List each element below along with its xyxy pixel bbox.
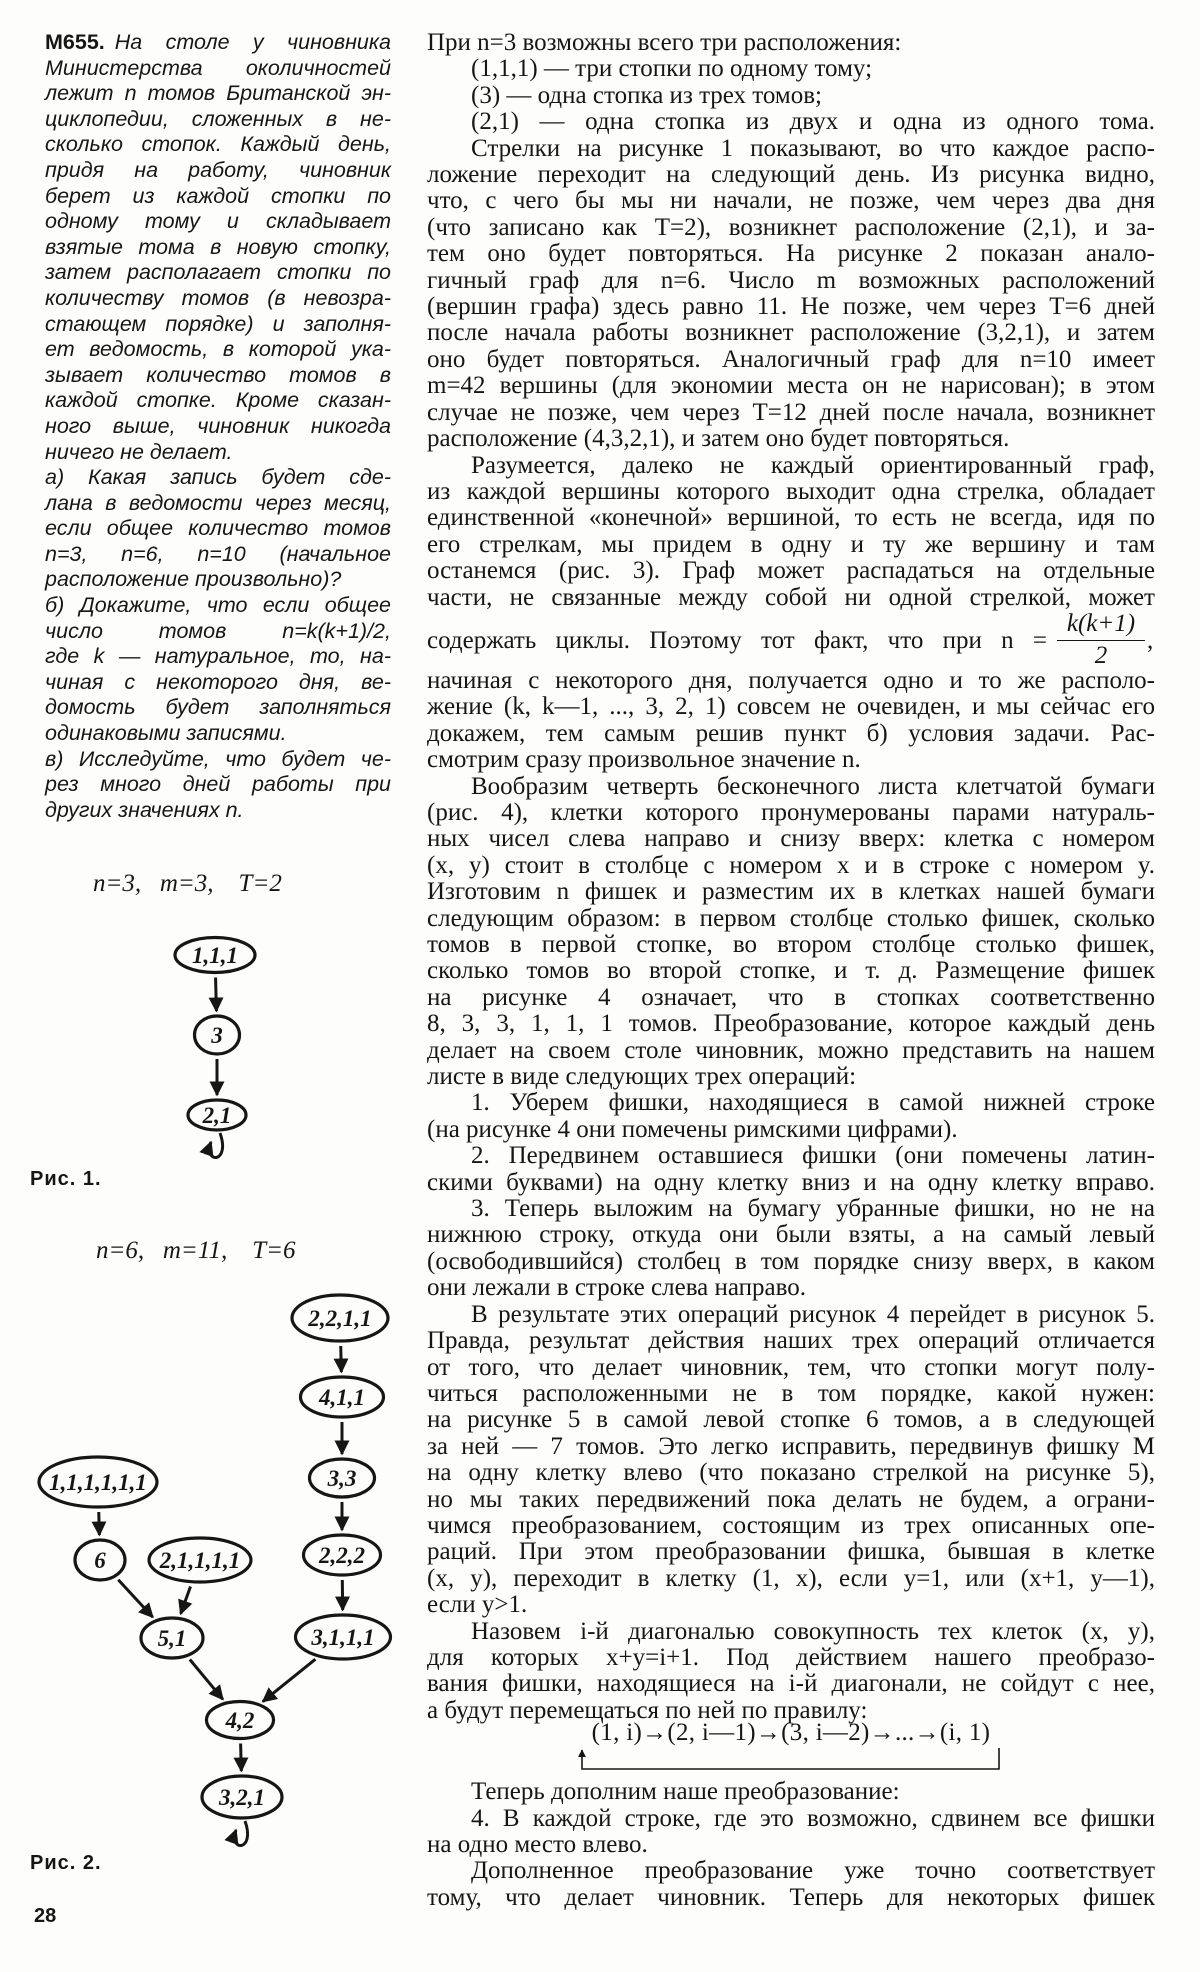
self-loop-arrow <box>235 1821 248 1846</box>
graph-node <box>207 1702 274 1739</box>
graph-node <box>304 1535 381 1575</box>
text-line: других значениях n. <box>45 797 244 822</box>
text-line: б) Докажите, что если общее <box>45 593 391 618</box>
text-line: где k — натуральное, то, на- <box>45 644 391 669</box>
text-line: листе в виде следующих трех операций: <box>427 1063 857 1091</box>
graph-node <box>301 1377 384 1417</box>
text-line: ничего не делает. <box>45 439 233 464</box>
graph-node <box>149 1538 251 1582</box>
text-line: В результате этих операций рисунок 4 перейдет в рисунок 5. <box>471 1300 1155 1328</box>
cycle-return-arrow <box>427 1724 1155 1779</box>
text-line: а будут перемещаться по ней по правилу: <box>427 1696 868 1724</box>
graph-node <box>296 1615 391 1659</box>
figure-1-parameters: n=3, m=3, T=2 <box>93 870 282 897</box>
text-line: жение (k, k—1, ..., 3, 2, 1) совсем не очевиден, и мы сейчас его <box>427 693 1155 721</box>
fraction-bar <box>1057 640 1145 641</box>
text-line: если y>1. <box>427 1591 528 1619</box>
formula-punctuation: , <box>1147 626 1154 654</box>
problem-number: M655. <box>45 30 105 54</box>
graph-edge-arrow <box>190 1659 223 1699</box>
text-line: но мы таких передвижений пока делать не будем, а ограни- <box>427 1485 1155 1513</box>
text-line: чиная с некоторого дня, ве- <box>45 669 391 694</box>
node-label: 4,2 <box>225 1708 255 1733</box>
graph-edge-arrow <box>216 977 217 1011</box>
graph-edge-arrow <box>99 1512 100 1535</box>
text-line: нижнюю строку, откуда они были взяты, а на самый левый <box>427 1221 1155 1249</box>
text-line: сколько стопок. Каждый день, <box>45 132 391 157</box>
text-line: 1. Уберем фишки, находящиеся в самой нижней строке <box>471 1089 1155 1117</box>
text-line: что, с чего бы мы ни начали, не позже, чем через два дня <box>427 187 1155 215</box>
text-line: берет из каждой стопки по <box>45 183 391 208</box>
text-line: раций. При этом преобразовании фишка, бывшая в клетке <box>427 1538 1155 1566</box>
text-line: оно будет повторяться. Аналогичный граф для n=10 имеет <box>427 345 1155 373</box>
text-line: читься расположенными не в том порядке, какой нужен: <box>427 1379 1155 1407</box>
text-line: делает на своем столе чиновник, можно представить на нашем <box>427 1036 1155 1064</box>
text-line: они лежали в строке слева направо. <box>427 1274 807 1302</box>
text-line-content: На столе у чиновника <box>114 30 391 54</box>
text-line: (2,1) — одна стопка из двух и одна из одного тома. <box>471 108 1155 136</box>
node-label: 1,1,1,1,1,1 <box>49 1470 147 1495</box>
text-line: лежит n томов Британской эн- <box>45 81 391 106</box>
text-line: смотрим сразу произвольное значение n. <box>427 746 861 774</box>
text-line: ложение переходит на следующий день. Из рисунка видно, <box>427 161 1155 189</box>
text-line: взятые тома в новую стопку, <box>45 234 391 259</box>
node-label: 3 <box>211 1023 223 1048</box>
text-line: гичный граф для n=6. Число m возможных расположений <box>427 266 1155 294</box>
text-line: останемся (рис. 3). Граф может распадаться на отдельные <box>427 557 1155 585</box>
graph-node <box>202 1776 282 1818</box>
text-line: случае не позже, чем через T=12 дней после начала, возникнет <box>427 398 1155 426</box>
text-line: сколько томов во второй стопке, и т. д. Размещение фишек <box>427 957 1155 985</box>
text-line: тем оно будет повторяться. На рисунке 2 показан анало- <box>427 240 1155 268</box>
text-line: тому, что делает чиновник. Теперь для некоторых фишек <box>427 1883 1155 1911</box>
text-line: циклопедии, сложенных в не- <box>45 106 391 131</box>
text-line: домость будет заполняться <box>45 695 391 720</box>
node-label: 2,2,1,1 <box>308 1306 372 1331</box>
formula-line <box>427 611 1155 668</box>
graph-node <box>188 1100 246 1130</box>
figure-1-caption: Рис. 1. <box>30 1168 102 1190</box>
fraction-numerator: k(k+1) <box>1066 609 1136 637</box>
text-line: начиная с некоторого дня, получается одно и то же располо- <box>427 666 1155 694</box>
text-line: (вершин графа) здесь равно 11. Не позже, чем через T=6 дней <box>427 293 1155 321</box>
text-line: Стрелки на рисунке 1 показывают, во что каждое распо- <box>471 134 1155 162</box>
text-line: вания фишки, находящиеся на i-й диагонали, не сойдут с нее, <box>427 1670 1155 1698</box>
text-line: для которых x+y=i+1. Под действием нашего преобразо- <box>427 1643 1155 1671</box>
transition-graphs <box>0 0 420 1972</box>
text-line: m=42 вершины (для экономии места он не нарисован); в этом <box>427 372 1155 400</box>
text-line: n=3, n=6, n=10 (начальное <box>45 541 391 566</box>
node-label: 2,1,1,1,1 <box>159 1548 241 1573</box>
text-line: (3) — одна стопка из трех томов; <box>471 81 823 109</box>
text-line: на рисунке 4 означает, что в стопках соответственно <box>427 983 1155 1011</box>
text-line: после начала работы возникнет расположение (3,2,1), и затем <box>427 319 1155 347</box>
text-line: Назовем i-й диагональю совокупность тех клеток (x, y), <box>471 1617 1155 1645</box>
text-line: докажем, тем самым решив пункт б) условия задачи. Рас- <box>427 719 1155 747</box>
text-line: одинаковыми записями. <box>45 721 287 746</box>
fraction-denominator: 2 <box>1094 642 1108 670</box>
text-line: на одну клетку влево (что показано стрелкой на рисунке 5), <box>427 1459 1155 1487</box>
cycle-formula-text: (1, i)→(2, i—1)→(3, i—2)→...→(i, 1) <box>591 1719 991 1747</box>
text-line: Изготовим n фишек и разместим их в клетках нашей бумаги <box>427 878 1155 906</box>
text-line: 3. Теперь выложим на бумагу убранные фишки, но не на <box>471 1195 1155 1223</box>
node-label: 5,1 <box>157 1626 187 1651</box>
graph-node <box>195 1016 240 1054</box>
text-line: части, не связанные между собой ни одной стрелкой, может <box>427 583 1155 611</box>
graph-edge-arrow <box>341 1346 342 1372</box>
text-line: Вообразим четверть бесконечного листа клетчатой бумаги <box>471 772 1155 800</box>
text-line: 8, 3, 3, 1, 1, 1 томов. Преобразование, которое каждый день <box>427 1010 1155 1038</box>
figure-2-caption: Рис. 2. <box>30 1852 102 1874</box>
text-line: (1,1,1) — три стопки по одному тому; <box>471 55 873 83</box>
text-line: (на рисунке 4 они помечены римскими цифрами). <box>427 1115 958 1143</box>
text-line: ного выше, чиновник никогда <box>45 413 391 438</box>
text-line: количеству томов (в невозра- <box>45 285 391 310</box>
text-line: от того, что делает чиновник, тем, что стопки могут полу- <box>427 1353 1155 1381</box>
text-line: число томов n=k(k+1)/2, <box>45 618 391 643</box>
text-line: из каждой вершины которого выходит одна стрелка, обладает <box>427 477 1155 505</box>
text-line: одному тому и складывает <box>45 209 391 234</box>
text-line: (x, y) стоит в столбце с номером x и в строке с номером y. <box>427 851 1155 879</box>
figure-2-parameters: n=6, m=11, T=6 <box>96 1237 296 1264</box>
graph-node <box>310 1459 375 1497</box>
text-line: ет ведомость, в которой ука- <box>45 337 391 362</box>
text-line: 2. Передвинем оставшиеся фишки (они помечены латин- <box>471 1142 1155 1170</box>
text-line: расположение (4,3,2,1), и затем оно будет повторяться. <box>427 425 1010 453</box>
text-line: следующим образом: в первом столбце столько фишек, сколько <box>427 904 1155 932</box>
text-line: томов в первой стопке, во втором столбце столько фишек, <box>427 931 1155 958</box>
text-line: придя на работу, чиновник <box>45 157 391 182</box>
text-line: Правда, результат действия наших трех операций отличается <box>427 1327 1155 1355</box>
node-label: 2,1 <box>202 1103 232 1128</box>
text-line: Дополненное преобразование уже точно соответствует <box>471 1857 1155 1885</box>
text-line: ных чисел слева направо и снизу вверх: клетка с номером <box>427 825 1155 853</box>
text-line: При n=3 возможны всего три расположения: <box>427 29 902 56</box>
fraction <box>1057 611 1145 670</box>
text-line: на одно место влево. <box>427 1831 648 1858</box>
cycle-formula <box>427 1719 1155 1779</box>
formula-text: содержать циклы. Поэтому тот факт, что при n = <box>427 626 1047 654</box>
text-line: каждой стопке. Кроме сказан- <box>45 388 391 413</box>
text-line: его стрелкам, мы придем в одну и ту же вершину и там <box>427 530 1155 558</box>
text-line: расположение произвольно)? <box>45 567 342 592</box>
graph-node <box>141 1618 203 1658</box>
text-line: на рисунке 5 в самой левой стопке 6 томов, а в следующей <box>427 1406 1155 1434</box>
text-line: 4. В каждой строке, где это возможно, сдвинем все фишки <box>471 1804 1155 1832</box>
text-line: (что записано как T=2), возникнет расположение (2,1), и за- <box>427 213 1155 241</box>
text-line: (рис. 4), клетки которого пронумерованы парами натураль- <box>427 798 1155 826</box>
solution-text <box>427 30 1155 1911</box>
text-line: рез много дней работы при <box>45 772 391 797</box>
node-label: 3,1,1,1 <box>311 1625 375 1650</box>
text-line: а) Какая запись будет сде- <box>45 465 391 490</box>
graph-node <box>292 1295 388 1341</box>
graph-node <box>75 1540 125 1580</box>
node-label: 6 <box>94 1548 106 1573</box>
node-label: 3,3 <box>327 1466 357 1491</box>
text-line: за ней — 7 томов. Это легко исправить, передвинув фишку M <box>427 1432 1155 1460</box>
node-label: 3,2,1 <box>219 1785 265 1810</box>
page-number: 28 <box>34 1905 57 1927</box>
node-label: 1,1,1 <box>192 943 238 968</box>
graph-edge-arrow <box>263 1659 316 1701</box>
text-line: Разумеется, далеко не каждый ориентированный граф, <box>471 451 1155 479</box>
text-line: стающем порядке) и заполня- <box>45 311 391 336</box>
graph-node <box>39 1457 157 1507</box>
text-line: (x, y), переходит в клетку (1, x), если y=1, или (x+1, y—1), <box>427 1564 1155 1592</box>
text-line: Министерства околичностей <box>45 55 391 80</box>
node-label: 2,2,2 <box>319 1543 365 1568</box>
text-line: скими буквами) на одну клетку вниз и на одну клетку вправо. <box>427 1168 1155 1196</box>
text-line: затем располагает стопки по <box>45 260 391 285</box>
text-line: (освободившийся) столбец в том порядке снизу вверх, в каком <box>427 1247 1155 1275</box>
text-line: лана в ведомости через месяц, <box>45 490 391 515</box>
text-line: если общее количество томов <box>45 516 391 541</box>
text-line: чимся преобразованием, состоящим из трех описанных опе- <box>427 1511 1155 1539</box>
node-label: 4,1,1 <box>319 1385 365 1410</box>
graph-node <box>175 938 255 973</box>
text-line: Теперь дополним наше преобразование: <box>471 1778 900 1806</box>
text-line: единственной «конечной» вершиной, то есть не всегда, идя по <box>427 504 1155 532</box>
self-loop-arrow <box>210 1133 223 1158</box>
text-line: в) Исследуйте, что будет че- <box>45 746 391 771</box>
text-line: зывает количество томов в <box>45 362 391 387</box>
graph-edge-arrow <box>181 1586 191 1613</box>
graph-edge-arrow <box>241 1743 242 1771</box>
graph-edge-arrow <box>118 1580 153 1617</box>
